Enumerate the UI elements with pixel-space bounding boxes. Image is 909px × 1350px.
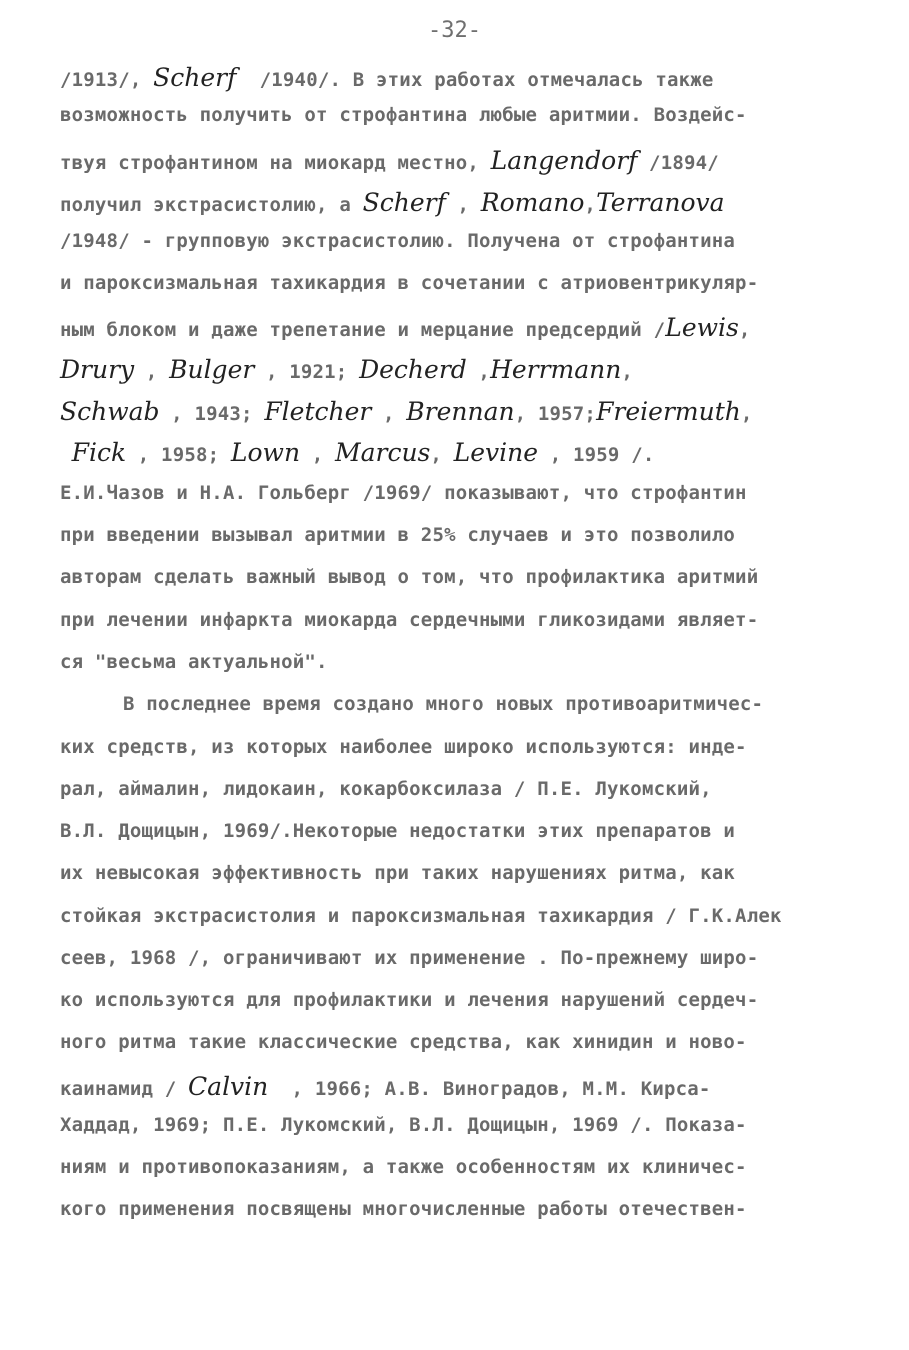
typed-text: , (445, 194, 481, 216)
text-line (60, 146, 719, 175)
typed-text: при введении вызывал аритмии в 25% случаев и это позволило (60, 524, 736, 546)
typed-text: , (300, 444, 335, 466)
text-line (60, 609, 758, 631)
page-number: -32- (428, 18, 481, 43)
text-line (60, 438, 654, 467)
typed-text: при лечении инфаркта миокарда сердечными гликозидами являет- (60, 609, 759, 631)
text-line (60, 905, 782, 927)
typed-text: /1940/. В этих работах отмечалась также (236, 69, 714, 91)
typed-text: /1948/ - групповую экстрасистолию. Получена от строфантина (60, 230, 736, 252)
typed-text: ко используются для профилактики и лечения нарушений сердеч- (60, 989, 759, 1011)
handwritten-name: Fletcher (264, 397, 372, 426)
typed-text: авторам сделать важный вывод о том, что профилактика аритмий (60, 566, 759, 588)
handwritten-name: Levine (453, 438, 539, 467)
text-line (60, 947, 758, 969)
typed-text: каинамид / (60, 1078, 189, 1100)
text-line (60, 63, 714, 92)
typed-text: , (430, 444, 454, 466)
handwritten-name: Lown (230, 438, 301, 467)
typed-text: стойкая экстрасистолия и пароксизмальная тахикардия / Г.К.Алек (60, 905, 782, 927)
handwritten-name: Freiermuth (596, 397, 741, 426)
typed-text: , (621, 361, 634, 383)
typed-text: рал, аймалин, лидокаин, кокарбоксилаза / П.Е. Лукомский, (60, 778, 712, 800)
text-line (60, 989, 758, 1011)
typed-text: /1894/ (637, 152, 719, 174)
text-line (60, 820, 735, 842)
typed-text: ся "весьма актуальной". (60, 651, 328, 673)
typed-text: , 1921; (254, 361, 360, 383)
handwritten-name: Decherd (359, 355, 467, 384)
typed-text: , 1958; (126, 444, 231, 466)
typed-text: ного ритма такие классические средства, как хинидин и ново- (60, 1031, 747, 1053)
text-line (60, 566, 758, 588)
handwritten-name: Bulger (169, 355, 255, 384)
typed-text: , (584, 194, 597, 216)
typed-text: , (371, 403, 407, 425)
handwritten-name: Langendorf (490, 146, 638, 175)
handwritten-name: Herrmann (490, 355, 622, 384)
text-line (60, 230, 735, 252)
text-line (60, 1198, 747, 1220)
typed-text: ких средств, из которых наиболее широко используются: инде- (60, 736, 747, 758)
text-line (60, 736, 747, 758)
typed-text: , (466, 361, 491, 383)
text-line (60, 188, 725, 217)
text-line (60, 651, 328, 673)
typed-text: /1913/, (60, 69, 154, 91)
text-line (60, 1072, 711, 1101)
text-line (60, 272, 758, 294)
text-line (60, 1156, 747, 1178)
typed-text: ным блоком и даже трепетание и мерцание предсердий / (60, 319, 666, 341)
handwritten-name: Terranova (596, 188, 725, 217)
handwritten-name: Scherf (362, 188, 446, 217)
typed-text: Е.И.Чазов и Н.А. Гольберг /1969/ показывают, что строфантин (60, 482, 747, 504)
handwritten-name: Brennan (406, 397, 515, 426)
text-line (60, 1114, 747, 1136)
text-line (60, 355, 633, 384)
typed-text: и пароксизмальная тахикардия в сочетании с атриовентрикуляр- (60, 272, 759, 294)
typed-text: В последнее время создано много новых противоаритмичес- (123, 693, 764, 715)
handwritten-name: Schwab (60, 397, 160, 426)
typed-text: ниям и противопоказаниям, а также особенностям их клиничес- (60, 1156, 747, 1178)
typed-text: их невысокая эффективность при таких нарушениях ритма, как (60, 862, 736, 884)
typed-text: В.Л. Дощицын, 1969/.Некоторые недостатки этих препаратов и (60, 820, 736, 842)
typed-text: , 1957; (514, 403, 597, 425)
typed-text: возможность получить от строфантина любые аритмии. Воздейс- (60, 104, 747, 126)
typed-text: , (738, 319, 751, 341)
text-line (123, 693, 763, 715)
text-line (60, 778, 712, 800)
handwritten-name: Marcus (334, 438, 431, 467)
handwritten-name: Drury (60, 355, 135, 384)
typed-text: , (740, 403, 753, 425)
handwritten-name: Fick (71, 438, 127, 467)
typed-text: Хаддад, 1969; П.Е. Лукомский, В.Л. Дощицын, 1969 /. Показа- (60, 1114, 747, 1136)
text-line (60, 313, 751, 342)
handwritten-name: Calvin (188, 1072, 269, 1101)
text-line (60, 482, 747, 504)
text-line (60, 397, 753, 426)
typed-text: , 1959 /. (538, 444, 655, 466)
typed-text: сеев, 1968 /, ограничивают их применение . По-прежнему широ- (60, 947, 759, 969)
typed-text (60, 444, 72, 466)
text-line (60, 862, 735, 884)
text-line (60, 104, 747, 126)
text-line (60, 1031, 747, 1053)
typed-text: , (134, 361, 170, 383)
handwritten-name: Lewis (665, 313, 739, 342)
handwritten-name: Romano (480, 188, 585, 217)
typed-text: получил экстрасистолию, а (60, 194, 363, 216)
typed-text: твуя строфантином на миокард местно, (60, 152, 491, 174)
typed-text: , 1943; (159, 403, 265, 425)
handwritten-name: Scherf (153, 63, 237, 92)
typed-text: кого применения посвящены многочисленные работы отечествен- (60, 1198, 747, 1220)
text-line (60, 524, 735, 546)
typed-text: , 1966; А.В. Виноградов, М.М. Кирса- (268, 1078, 711, 1100)
